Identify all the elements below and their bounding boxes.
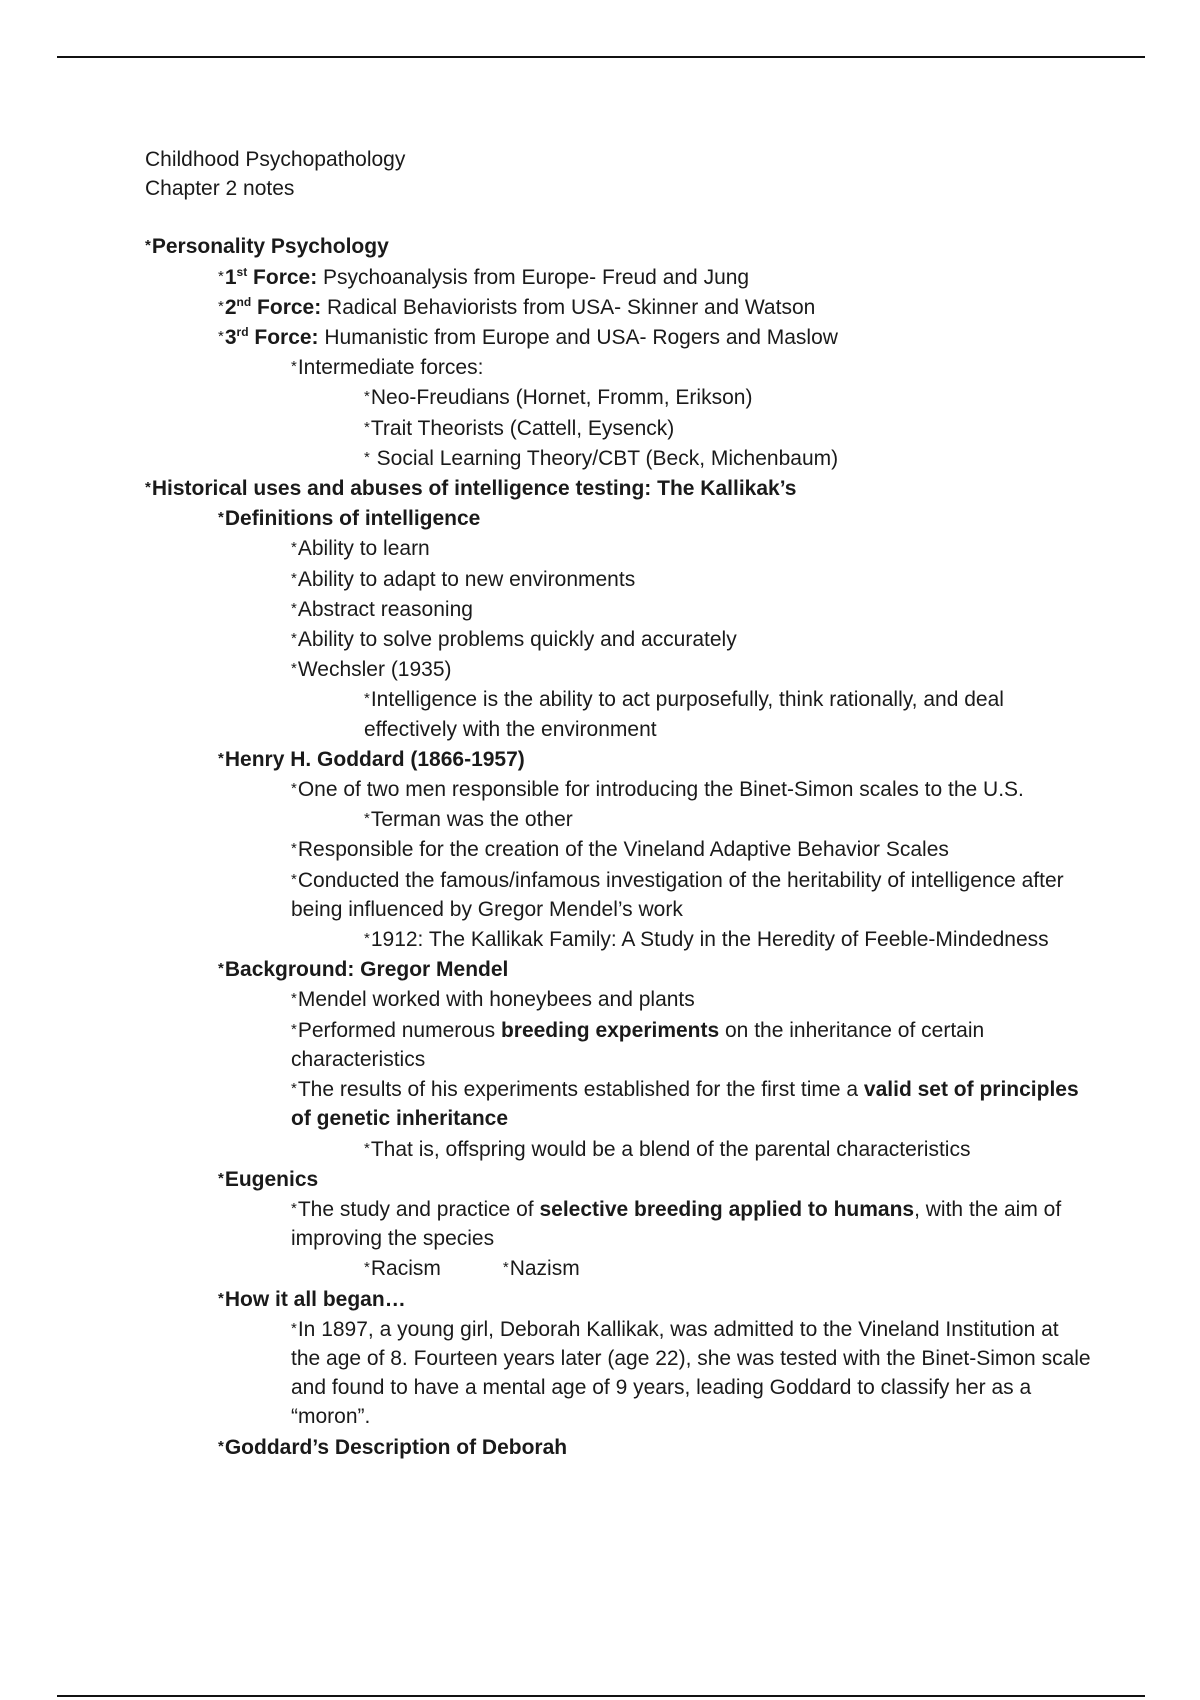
wechsler-definition: *Intelligence is the ability to act purposefully, think rationally, and deal effectively with the environment [364,688,1004,741]
bottom-rule [57,1695,1145,1697]
eugenics-subitems: *Racism *Nazism [364,1257,580,1281]
goddard-heading: *Henry H. Goddard (1866-1957) [218,747,525,771]
document-title: Childhood Psychopathology [145,148,406,171]
social-learning-item: * Social Learning Theory/CBT (Beck, Michenbaum) [364,446,839,470]
goddard-item: *One of two men responsible for introducing the Binet-Simon scales to the U.S. [291,778,1024,802]
document-subtitle: Chapter 2 notes [145,177,295,201]
goddard-subitem: *1912: The Kallikak Family: A Study in the Heredity of Feeble-Mindedness [364,928,1049,952]
section-personality-heading: *Personality Psychology [145,235,389,259]
force-3-item: *3rd Force: Humanistic from Europe and USA- Rogers and Maslow [218,325,838,350]
definitions-heading: *Definitions of intelligence [218,507,481,531]
trait-theorists-item: *Trait Theorists (Cattell, Eysenck) [364,416,675,440]
mendel-item: *Mendel worked with honeybees and plants [291,988,695,1012]
mendel-item: *Performed numerous breeding experiments on the inheritance of certain characteristics [291,1018,985,1071]
force-2-item: *2nd Force: Radical Behaviorists from USA- Skinner and Watson [218,294,816,319]
intermediate-forces-item: *Intermediate forces: [291,356,484,380]
definition-item: *Ability to learn [291,537,430,561]
top-rule [57,56,1145,58]
definition-item: *Ability to solve problems quickly and accurately [291,628,737,652]
neo-freudians-item: *Neo-Freudians (Hornet, Fromm, Erikson) [364,386,753,410]
force-1-item: *1st Force: Psychoanalysis from Europe- Freud and Jung [218,264,750,289]
eugenics-heading: *Eugenics [218,1167,319,1191]
definition-item: *Abstract reasoning [291,597,473,621]
definition-item: *Wechsler (1935) [291,658,452,682]
mendel-subitem: *That is, offspring would be a blend of the parental characteristics [364,1137,971,1161]
goddard-item: *Conducted the famous/infamous investigation of the heritability of intelligence after being influenced by Gregor Mendel’s work [291,868,1064,921]
document-page [145,145,1105,1462]
mendel-item: *The results of his experiments established for the first time a valid set of principles of genetic inheritance [291,1078,1079,1131]
eugenics-item: *The study and practice of selective breeding applied to humans, with the aim of improving the species [291,1197,1062,1251]
how-it-began-item: *In 1897, a young girl, Deborah Kallikak, was admitted to the Vineland Institution at the age of 8. Fourteen years later (age 22), she was tested with the Binet-Simon scale and found to have a mental age of 9 years, leading Goddard to classify her as a “moron”. [291,1317,1091,1429]
definition-item: *Ability to adapt to new environments [291,567,636,591]
how-it-began-heading: *How it all began… [218,1287,406,1311]
section-historical-heading: *Historical uses and abuses of intelligence testing: The Kallikak’s [145,477,797,501]
mendel-heading: *Background: Gregor Mendel [218,958,509,982]
goddard-subitem: *Terman was the other [364,808,573,832]
deborah-description-heading: *Goddard’s Description of Deborah [218,1435,568,1459]
goddard-item: *Responsible for the creation of the Vineland Adaptive Behavior Scales [291,838,949,862]
